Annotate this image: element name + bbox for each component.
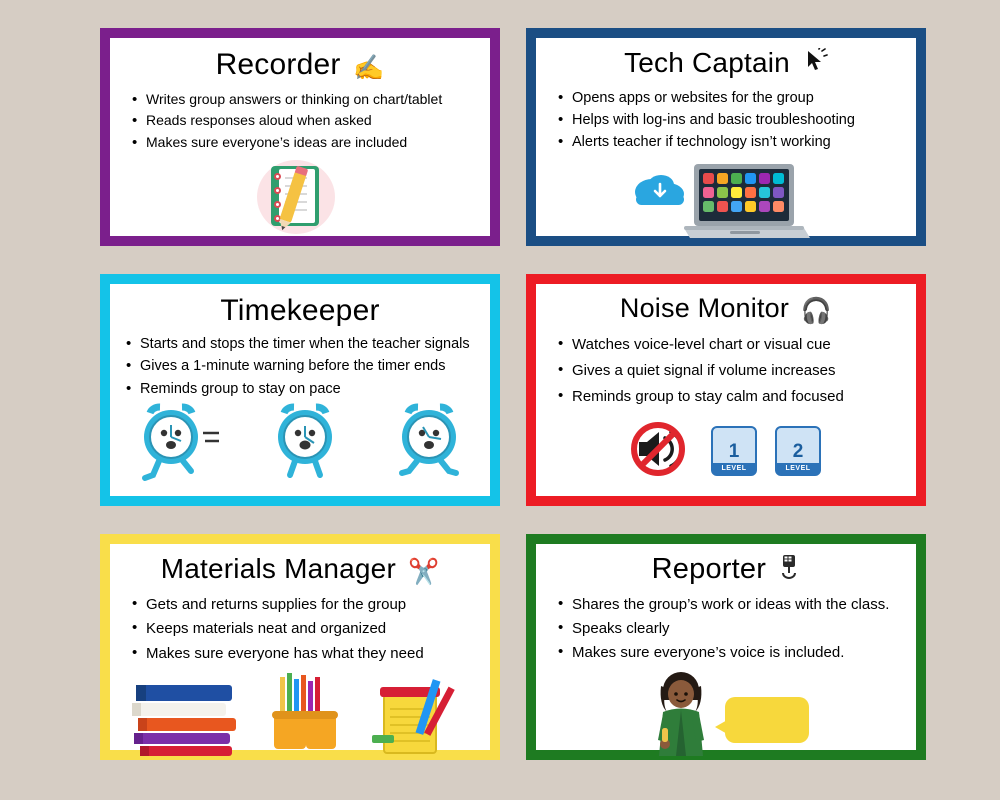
list-item: • Watches voice-level chart or visual cue [572, 332, 906, 358]
card-materials-manager[interactable] [100, 534, 500, 760]
card-art-reporter [546, 669, 906, 761]
role-cards-grid [100, 28, 926, 760]
alarm-clock-running-icon [131, 403, 221, 490]
card-points-materials-manager [120, 593, 480, 667]
alarm-clock-icon [265, 403, 345, 490]
writing-hand-icon: ✍️ [353, 54, 385, 82]
card-title-timekeeper [120, 294, 480, 327]
list-item: • Reminds group to stay calm and focused [572, 384, 906, 410]
list-item: • Makes sure everyone’s voice is included. [572, 641, 906, 665]
list-item: • Makes sure everyone has what they need [146, 642, 480, 667]
voice-level-card-1 [711, 426, 757, 476]
list-item: • Shares the group’s work or ideas with the class. [572, 593, 906, 617]
list-item: • Gives a quiet signal if volume increases [572, 358, 906, 384]
card-reporter[interactable] [526, 534, 926, 760]
card-title-recorder [120, 48, 480, 83]
list-item: • Gives a 1-minute warning before the timer ends [140, 355, 480, 377]
card-tech-captain[interactable] [526, 28, 926, 246]
card-art-recorder [120, 158, 480, 236]
list-item: • Reminds group to stay on pace [140, 378, 480, 400]
list-item: • Keeps materials neat and organized [146, 617, 480, 642]
card-title-text: Tech Captain [624, 47, 790, 78]
microphone-icon [778, 558, 800, 586]
card-recorder[interactable] [100, 28, 500, 246]
notepad-and-supplies-icon [366, 675, 470, 762]
list-item: • Opens apps or websites for the group [572, 87, 906, 109]
list-item: • Writes group answers or thinking on chart/tablet [146, 89, 480, 111]
card-title-text: Reporter [651, 553, 767, 585]
speech-bubble-icon [725, 697, 809, 743]
voice-level-card-2 [775, 426, 821, 476]
card-title-text: Recorder [215, 48, 341, 81]
card-title-noise-monitor [546, 294, 906, 326]
laptop-icon [682, 162, 812, 247]
list-item: • Makes sure everyone’s ideas are included [146, 132, 480, 154]
card-points-tech-captain [546, 87, 906, 154]
card-points-timekeeper [120, 333, 480, 400]
level-number: 1 [728, 440, 740, 462]
card-art-tech-captain [546, 158, 906, 242]
list-item: • Gets and returns supplies for the group [146, 593, 480, 618]
card-points-noise-monitor [546, 332, 906, 411]
list-item: • Speaks clearly [572, 617, 906, 641]
card-title-text: Noise Monitor [619, 293, 790, 323]
card-title-text: Timekeeper [220, 294, 380, 327]
pencil-cup-icon [256, 671, 352, 762]
mouse-cursor-click-icon [802, 52, 828, 80]
student-speaking-icon [643, 664, 719, 761]
list-item: • Starts and stops the timer when the teacher signals [140, 333, 480, 355]
cloud-icon [630, 172, 686, 206]
alarm-clock-icon [389, 403, 469, 490]
headphones-icon: 🎧 [800, 297, 833, 325]
stack-of-books-icon [130, 677, 242, 762]
list-item: • Helps with log-ins and basic troubleshooting [572, 109, 906, 131]
card-art-materials-manager [120, 671, 480, 762]
card-points-reporter [546, 593, 906, 665]
card-noise-monitor[interactable] [526, 274, 926, 506]
card-art-timekeeper [120, 404, 480, 490]
scissors-icon: ✂️ [407, 558, 440, 586]
card-title-materials-manager [120, 554, 480, 587]
list-item: • Reads responses aloud when asked [146, 110, 480, 132]
notebook-and-pencil-icon [257, 158, 343, 236]
level-label: LEVEL [713, 463, 755, 474]
list-item: • Alerts teacher if technology isn’t working [572, 131, 906, 153]
level-label: LEVEL [777, 463, 819, 474]
card-title-text: Materials Manager [160, 553, 396, 584]
card-title-reporter [546, 554, 906, 587]
card-timekeeper[interactable] [100, 274, 500, 506]
level-number: 2 [792, 440, 804, 462]
card-title-tech-captain [546, 48, 906, 81]
card-art-noise-monitor [546, 414, 906, 488]
card-points-recorder [120, 89, 480, 154]
no-sound-icon [631, 420, 693, 483]
